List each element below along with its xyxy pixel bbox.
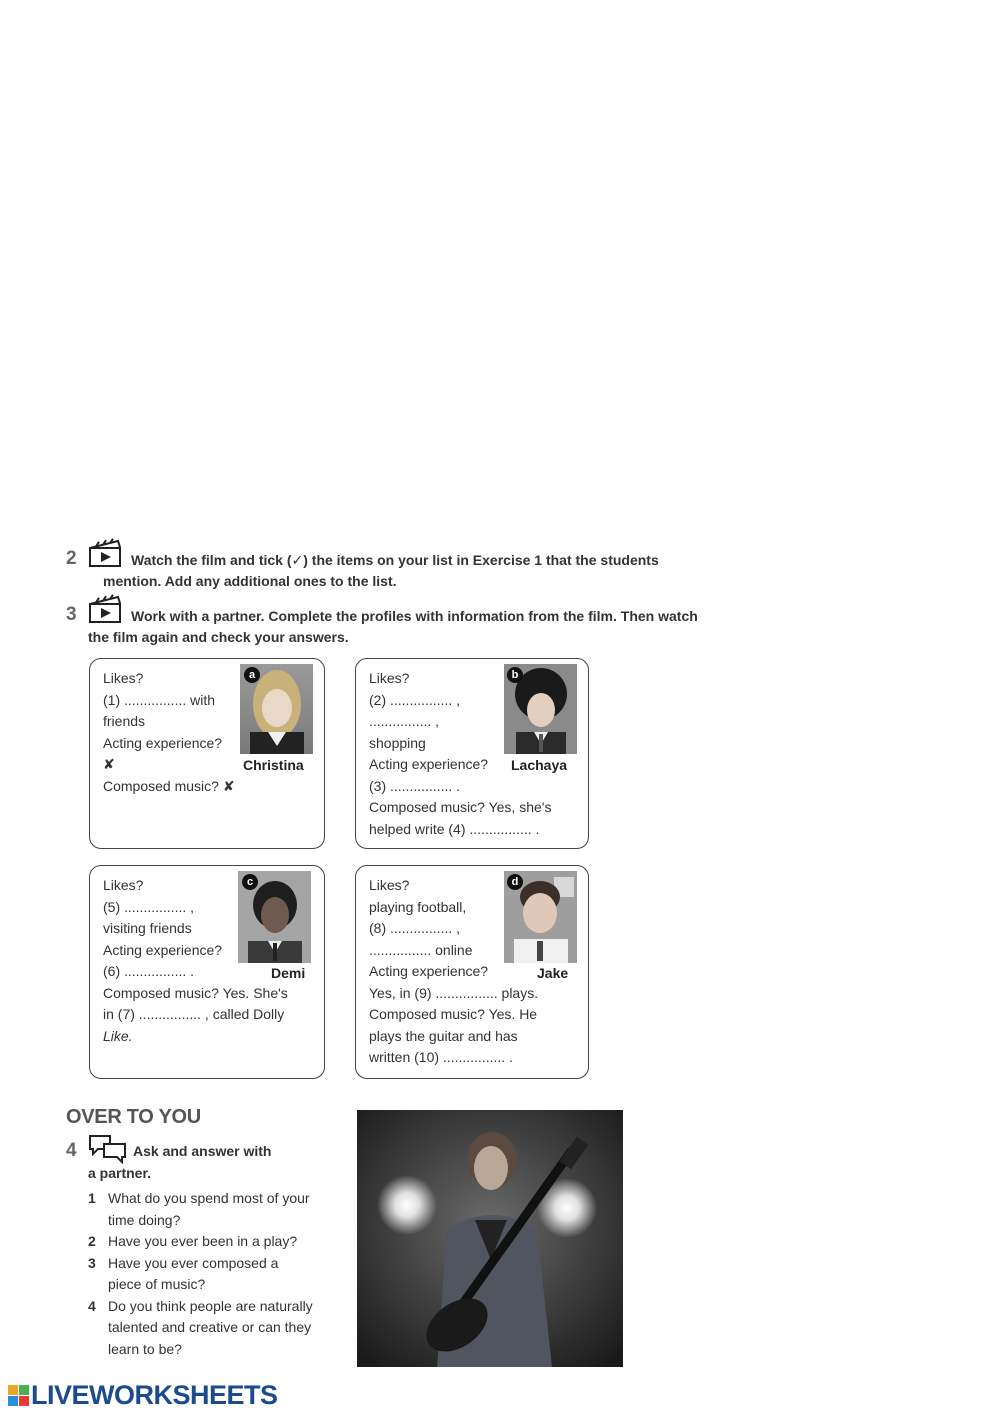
profile-line: Composed music? Yes, she's [369, 799, 552, 815]
profile-line: friends [103, 713, 146, 729]
profile-card-d [355, 865, 589, 1079]
profile-line[interactable]: helped write (4) ................ . [369, 820, 540, 837]
profile-card-b [355, 658, 589, 849]
profile-line[interactable]: (5) ................ , [103, 898, 195, 915]
question-number: 1 [88, 1190, 96, 1206]
profile-line: Likes? [369, 877, 410, 893]
question-number: 3 [88, 1254, 96, 1271]
profile-line [103, 690, 235, 712]
profile-line: visiting friends [103, 920, 192, 936]
question-line: Have you ever been in a play? [108, 1233, 298, 1249]
exercise-4-instruction-line1: Ask and answer with [133, 1143, 272, 1159]
profile-line[interactable]: (3) ................ . [369, 777, 461, 794]
profile-line-text[interactable]: (1) ................ with [103, 691, 216, 708]
student-name-christina: Christina [243, 757, 304, 773]
profile-line: Like. [103, 1027, 133, 1044]
profile-card-c [89, 865, 325, 1079]
list-item [88, 1188, 350, 1231]
list-item [88, 1253, 350, 1296]
student-name-jake: Jake [537, 965, 569, 981]
liveworksheets-logo-icon [8, 1385, 30, 1412]
question-number: 2 [88, 1233, 96, 1249]
exercise-3-line1: Work with a partner. Complete the profiles with information from the film. Then watch [131, 608, 698, 624]
profile-line: Likes? [369, 670, 410, 686]
profile-line: Acting experience? [103, 734, 223, 751]
question-line: Do you think people are naturally [108, 1297, 313, 1314]
question-line: time doing? [108, 1211, 181, 1228]
cross-mark: ✘ [103, 756, 115, 772]
question-number: 4 [88, 1297, 96, 1314]
profile-line[interactable]: ................ , [369, 713, 440, 729]
profile-line: Composed music? ✘ [103, 777, 235, 794]
list-item [88, 1296, 350, 1361]
exercise-2-number: 2 [66, 548, 77, 569]
profile-line[interactable]: in (7) ................ , called Dolly [103, 1006, 285, 1022]
student-name-lachaya: Lachaya [511, 757, 568, 773]
liveworksheets-logo-text[interactable]: LIVEWORKSHEETS [31, 1380, 278, 1410]
guitarist-photo [357, 1110, 623, 1367]
question-line: Have you ever composed a [108, 1254, 279, 1271]
profile-badge-a: a [244, 667, 260, 683]
question-list [88, 1188, 350, 1360]
profile-card-a [89, 658, 325, 849]
question-text [108, 1188, 310, 1231]
exercise-3-number: 3 [66, 604, 77, 625]
profile-a-text [103, 668, 235, 797]
profile-line: Acting experience? [369, 756, 489, 772]
profile-line: Likes? [103, 877, 144, 893]
exercise-2-line1: Watch the film and tick (✓) the items on your list in Exercise 1 that the students [131, 552, 659, 568]
profile-line[interactable]: (8) ................ , [369, 920, 461, 936]
section-heading-over-to-you: OVER TO YOU [66, 1106, 201, 1128]
profile-line: plays the guitar and has [369, 1027, 518, 1044]
profile-line: shopping [369, 734, 426, 751]
profile-line: Acting experience? [369, 963, 489, 979]
profile-line[interactable]: (6) ................ . [103, 963, 195, 979]
exercise-3-line2: the film again and check your answers. [88, 629, 349, 645]
profile-badge-b: b [507, 667, 523, 683]
question-line: What do you spend most of your [108, 1190, 310, 1206]
question-text [108, 1296, 313, 1361]
profile-line: Acting experience? [103, 941, 223, 958]
profile-badge-c: c [242, 874, 258, 890]
profile-line[interactable]: (2) ................ , [369, 691, 461, 708]
profile-line[interactable]: Yes, in (9) ................ plays. [369, 984, 539, 1001]
list-item [88, 1231, 350, 1253]
question-line: talented and creative or can they [108, 1319, 312, 1335]
question-line: piece of music? [108, 1276, 206, 1292]
film-clapper-icon [88, 594, 122, 629]
profile-line: Composed music? Yes. He [369, 1006, 538, 1022]
profile-line: playing football, [369, 898, 467, 915]
question-text [108, 1253, 278, 1296]
question-line: learn to be? [108, 1340, 182, 1357]
exercise-4-number: 4 [66, 1140, 77, 1161]
exercise-4-instruction-line2: a partner. [88, 1165, 152, 1181]
exercise-2-line2: mention. Add any additional ones to the list. [103, 573, 397, 589]
student-name-demi: Demi [271, 965, 306, 981]
profile-line[interactable]: written (10) ................ . [369, 1049, 513, 1065]
profile-line: Composed music? Yes. She's [103, 984, 288, 1001]
profile-badge-d: d [507, 874, 523, 890]
profile-line[interactable]: ................ online [369, 941, 473, 958]
film-clapper-icon [88, 538, 122, 573]
profile-line: Likes? [103, 670, 144, 686]
